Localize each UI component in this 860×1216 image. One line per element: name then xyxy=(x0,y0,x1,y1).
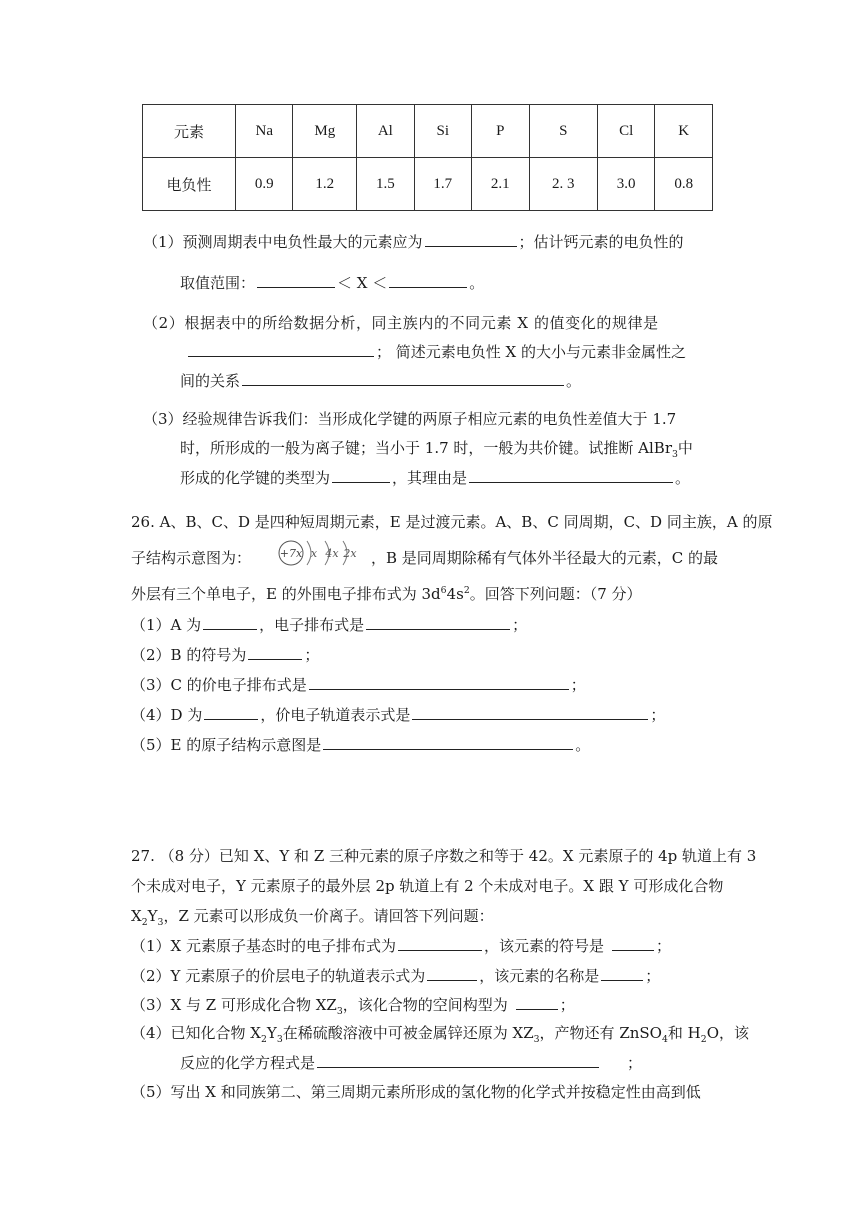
answer-blank[interactable] xyxy=(516,993,558,1010)
table-row xyxy=(143,158,713,211)
value-cell: 1.7 xyxy=(414,158,471,211)
answer-blank[interactable] xyxy=(612,934,654,951)
q26-item2: （2）B 的符号为 ； xyxy=(131,643,319,665)
value-cell: 1.2 xyxy=(293,158,357,211)
shell-label: x xyxy=(310,547,318,560)
shell-label: 2x xyxy=(343,547,357,560)
answer-blank[interactable] xyxy=(204,703,258,720)
q25-part2-line2: ； 简述元素电负性 X 的大小与元素非金属性之 xyxy=(186,340,686,362)
element-cell: S xyxy=(529,105,597,158)
answer-blank[interactable] xyxy=(257,271,335,288)
q25-part2-line1: （2）根据表中的所给数据分析，同主族内的不同元素 X 的值变化的规律是 xyxy=(143,314,659,332)
q25-part3-line3: 形成的化学键的类型为 ，其理由是 。 xyxy=(180,466,690,488)
q27-item4-line1: （4）已知化合物 $X_2Y_3$在稀硫酸溶液中可被金属锌还原为 $XZ_3$，产物还有 ZnSO$_4$和 $H_2O$，该 xyxy=(131,1024,749,1045)
q26-item4: （4）D 为 ，价电子轨道表示式是 ； xyxy=(131,703,665,725)
value-cell: 3.0 xyxy=(597,158,654,211)
element-cell: Si xyxy=(414,105,471,158)
element-cell: K xyxy=(655,105,713,158)
q25-part2-line3: 间的关系 。 xyxy=(180,369,581,391)
electronegativity-table xyxy=(142,104,713,211)
q27-stem-line1: 27. （8 分）已知 X、Y 和 Z 三种元素的原子序数之和等于 42。X 元素原子的 4p 轨道上有 3 xyxy=(131,847,757,865)
answer-blank[interactable] xyxy=(242,369,564,386)
answer-blank[interactable] xyxy=(389,271,467,288)
answer-blank[interactable] xyxy=(366,613,510,630)
answer-blank[interactable] xyxy=(425,230,517,247)
element-cell: Na xyxy=(236,105,293,158)
answer-blank[interactable] xyxy=(323,733,573,750)
atomic-structure-diagram xyxy=(277,538,363,580)
answer-blank[interactable] xyxy=(317,1051,599,1068)
value-cell: 2. 3 xyxy=(529,158,597,211)
nucleus-label: +7x xyxy=(279,547,303,560)
q27-item4-line2: 反应的化学方程式是 ； xyxy=(180,1051,642,1073)
q26-item5: （5）E 的原子结构示意图是 。 xyxy=(131,733,590,755)
q25-part1-line1: （1）预测周期表中电负性最大的元素应为 ；估计钙元素的电负性的 xyxy=(143,230,684,252)
q26-item1: （1）A 为 ，电子排布式是 ； xyxy=(131,613,527,635)
value-cell: 2.1 xyxy=(472,158,529,211)
shell-label: 4x xyxy=(325,547,339,560)
table-header-cell: 电负性 xyxy=(143,158,236,211)
q26-stem-line2: 子结构示意图为： +7x x 4x 2x ，B 是同周期除稀有气体外半径最大的元素，C 的最 xyxy=(131,538,718,572)
answer-blank[interactable] xyxy=(188,340,374,357)
q27-stem-line3: $X_2Y_3$，Z 元素可以形成负一价离子。请回答下列问题： xyxy=(131,907,494,928)
answer-blank[interactable] xyxy=(332,466,390,483)
q27-item5: （5）写出 X 和同族第二、第三周期元素所形成的氢化物的化学式并按稳定性由高到低 xyxy=(131,1083,701,1101)
q25-part1-line2: 取值范围： ＜ X ＜ 。 xyxy=(180,271,484,293)
answer-blank[interactable] xyxy=(398,934,482,951)
answer-blank[interactable] xyxy=(412,703,648,720)
answer-blank[interactable] xyxy=(601,964,643,981)
answer-blank[interactable] xyxy=(309,673,569,690)
answer-blank[interactable] xyxy=(203,613,257,630)
q27-item2: （2）Y 元素原子的价层电子的轨道表示式为 ，该元素的名称是 ； xyxy=(131,964,660,986)
element-cell: Al xyxy=(357,105,414,158)
answer-blank[interactable] xyxy=(427,964,477,981)
table-row xyxy=(143,105,713,158)
q27-item1: （1）X 元素原子基态时的电子排布式为 ，该元素的符号是 ； xyxy=(131,934,671,956)
q27-stem-line2: 个未成对电子，Y 元素原子的最外层 2p 轨道上有 2 个未成对电子。X 跟 Y 可形成化合物 xyxy=(131,877,724,895)
atom-shells-icon xyxy=(277,538,363,568)
q25-part3-line1: （3）经验规律告诉我们：当形成化学键的两原子相应元素的电负性差值大于 1.7 xyxy=(143,410,677,428)
element-cell: Mg xyxy=(293,105,357,158)
table-header-cell: 元素 xyxy=(143,105,236,158)
q26-item3: （3）C 的价电子排布式是 ； xyxy=(131,673,586,695)
answer-blank[interactable] xyxy=(469,466,673,483)
value-cell: 0.8 xyxy=(655,158,713,211)
value-cell: 0.9 xyxy=(236,158,293,211)
answer-blank[interactable] xyxy=(248,643,302,660)
q26-stem-line3: 外层有三个单电子，E 的外围电子排布式为 $3d^64s^2$。回答下列问题：（7 分） xyxy=(131,585,642,603)
q27-item3: （3）X 与 Z 可形成化合物 $XZ_3$，该化合物的空间构型为 ； xyxy=(131,993,575,1015)
q26-stem-line1: 26. A、B、C、D 是四种短周期元素，E 是过渡元素。A、B、C 同周期，C、D 同主族，A 的原 xyxy=(131,513,773,531)
element-cell: P xyxy=(472,105,529,158)
q25-part3-line2: 时，所形成的一般为离子键；当小于 1.7 时，一般为共价键。试推断 AlBr$_3$中 xyxy=(180,439,693,460)
value-cell: 1.5 xyxy=(357,158,414,211)
element-cell: Cl xyxy=(597,105,654,158)
